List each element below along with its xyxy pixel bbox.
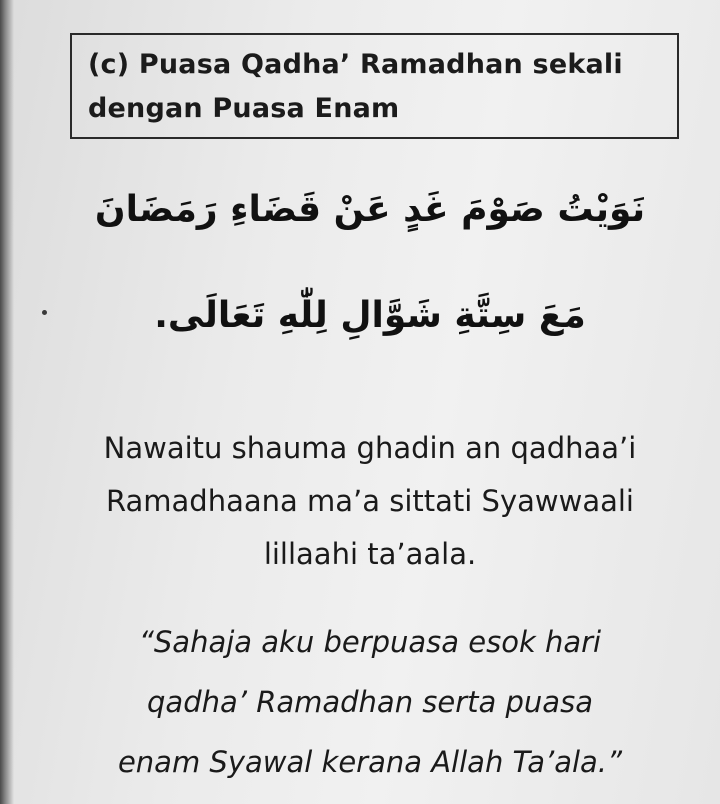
heading-line-1: (c) Puasa Qadha’ Ramadhan sekali [88,49,623,80]
translation-block [40,612,700,792]
translation-line-2: qadha’ Ramadhan serta puasa [147,685,593,719]
translation-line-1: “Sahaja aku berpuasa esok hari [138,625,602,659]
heading-line-2: dengan Puasa Enam [88,93,400,124]
arabic-intention-line-2: مَعَ سِتَّةِ شَوَّالِ لِلّٰهِ تَعَالَى. [154,295,586,336]
section-heading [88,43,663,131]
page-edge-shadow [0,0,14,804]
transliteration-line-1: Nawaitu shauma ghadin an qadhaa’i [103,431,637,465]
section-heading-box [70,33,679,139]
arabic-intention-line-1: نَوَيْتُ صَوْمَ غَدٍ عَنْ قَضَاءِ رَمَضَانَ [94,189,646,230]
transliteration-line-3: lillaahi ta’aala. [263,537,477,571]
stray-dot-mark [42,310,47,315]
transliteration-block [50,422,690,581]
transliteration-line-2: Ramadhaana ma’a sittati Syawwaali [106,484,634,518]
translation-line-3: enam Syawal kerana Allah Ta’ala.” [117,745,623,779]
